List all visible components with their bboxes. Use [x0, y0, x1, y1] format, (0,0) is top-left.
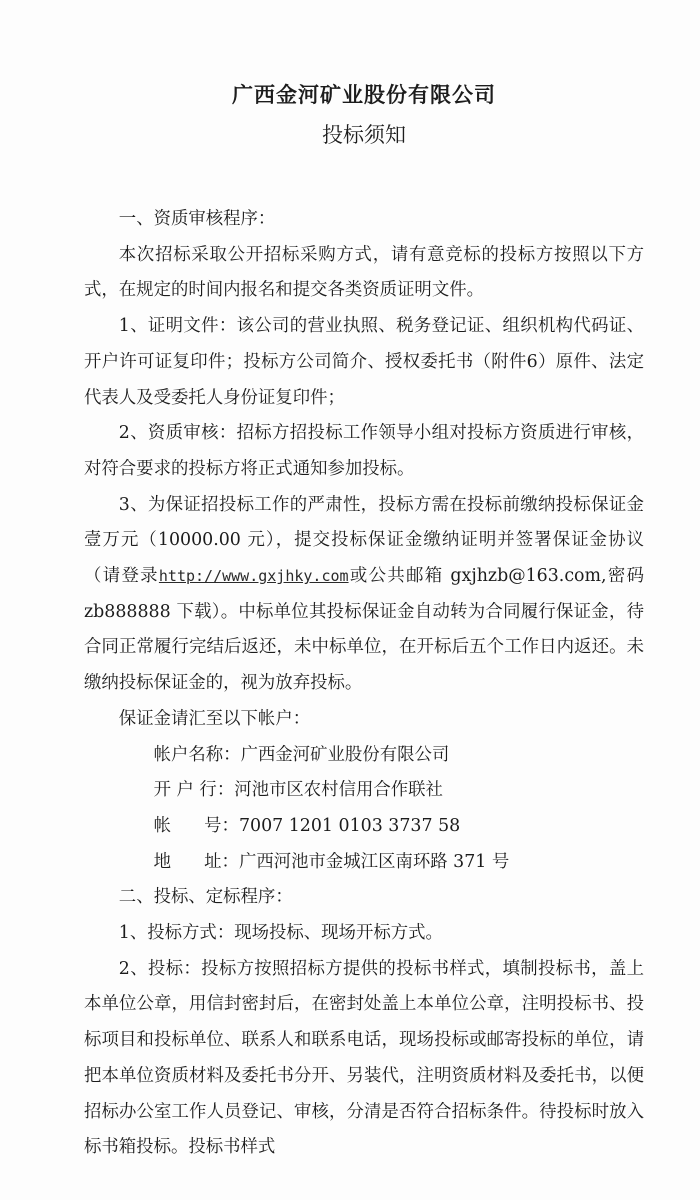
account-number-row	[84, 809, 644, 845]
website-link[interactable]: http://www.gxjhky.com	[158, 567, 349, 586]
bank-label: 开 户 行：	[153, 780, 235, 801]
address-row	[84, 845, 644, 881]
bank-row	[84, 773, 644, 809]
company-title: 广西金河矿业股份有限公司	[232, 82, 496, 107]
section-1-intro: 本次招标采取公开招标采购方式，请有意竞标的投标方按照以下方式，在规定的时间内报名和提交各类资质证明文件。	[84, 244, 644, 301]
section-1-heading: 一、资质审核程序：	[118, 209, 276, 229]
section-2-heading: 二、投标、定标程序：	[118, 887, 293, 908]
item-3-text-a: 3、为保证招投标工作的严肃性，投标方需在投标前缴纳投标保证金壹万元（10000.00 元），提交投标保证金缴纳证明并签署保证金协议（请登录	[84, 494, 644, 587]
account-number-value: 7007 1201 0103 3737 58	[238, 815, 461, 836]
address-label: 地 址：	[153, 851, 239, 872]
section-2-item-2: 2、投标：投标方按照招标方提供的投标书样式，填制投标书，盖上本单位公章，用信封密封后，在密封处盖上本单位公章，注明投标书、投标项目和投标单位、联系人和联系电话，现场投标或邮寄投标的单位，请把本单位资质材料及委托书分开、另装代，注明资质材料及委托书，以便招标办公室工作人员登记、审核，分清是否符合招标条件。待投标时放入标书箱投标。投标书样式	[84, 958, 644, 1158]
document-body	[84, 202, 644, 1166]
document-title: 投标须知	[322, 123, 406, 147]
section-2-item-1: 1、投标方式：现场投标、现场开标方式。	[118, 923, 443, 944]
address-value: 广西河池市金城江区南环路 371 号	[238, 851, 510, 872]
bank-value: 河池市区农村信用合作联社	[234, 780, 443, 801]
account-name-label: 帐户名称：	[153, 744, 241, 765]
item-3-text-b: 或公共邮箱 gxjhzb@163.com,密码 zb888888 下载）。中标单位其投标保证金自动转为合同履行保证金，待合同正常履行完结后返还，未中标单位，在开标后五个工作日内返还。未缴纳投标保证金的，视为放弃投标。	[84, 566, 644, 694]
section-1-item-2: 2、资质审核：招标方招投标工作领导小组对投标方资质进行审核，对符合要求的投标方将正式通知参加投标。	[84, 423, 644, 479]
account-number-label: 帐 号：	[153, 815, 239, 836]
section-1-item-1: 1、证明文件：该公司的营业执照、税务登记证、组织机构代码证、开户许可证复印件；投标方公司简介、授权委托书（附件6）原件、法定代表人及受委托人身份证复印件；	[84, 316, 644, 408]
account-name-value: 广西金河矿业股份有限公司	[240, 744, 450, 765]
account-intro: 保证金请汇至以下帐户：	[118, 708, 311, 729]
section-1-item-3	[84, 488, 644, 702]
account-name-row	[84, 738, 644, 774]
